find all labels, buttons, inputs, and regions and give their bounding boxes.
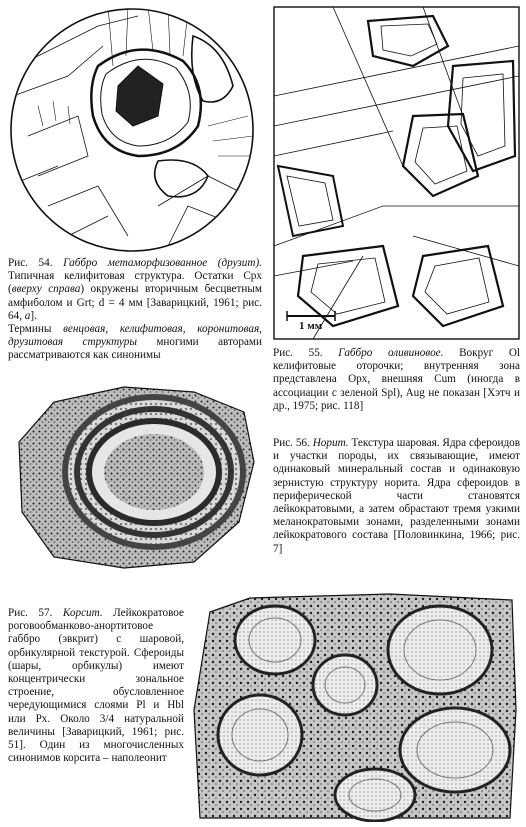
figure-57-caption bbox=[8, 607, 184, 765]
fig54-note-2: многими авторами рассматриваются как синонимы bbox=[8, 336, 263, 362]
fig55-text: Вокруг Ol келифитовые оторочки; внутренняя зона представлена Opx, внешняя Cum (иногда в ассоциации с зеленой Spl), Aug не показан [Хэтч и др., 1975; рис. 118] bbox=[273, 347, 521, 412]
fig54-text-1: Типичная келифитовая структура. Остатки Cpx ( bbox=[8, 270, 262, 296]
figure-55-caption bbox=[273, 347, 520, 413]
fig55-prefix: Рис. 55. bbox=[273, 347, 323, 359]
fig54-note-italic: венцовая, келифитовая, коронитовая, друзитовая структуры bbox=[8, 323, 262, 349]
fig55-title: Габбро оливиновое. bbox=[338, 347, 444, 359]
fig57-text: Лейкократовое роговообманково-анортитовое габбро (эвкрит) с шаровой, орбикулярной текстурой. Сфероиды (шары, орбикулы) имеют концентрически зональное строение, обусловленное чередующимися слоями Pl и Hbl или Px. Около 3/4 натуральной величины [Заварицкий, 1961; рис. 51]. Один из многочисленных синонимов корсита – наполеонит bbox=[8, 607, 184, 765]
figure-54-caption bbox=[8, 257, 262, 363]
figure-57-image bbox=[190, 590, 520, 822]
fig56-prefix: Рис. 56. bbox=[273, 437, 310, 449]
figure-54-image bbox=[8, 6, 256, 254]
fig54-prefix: Рис. 54. bbox=[8, 257, 53, 269]
figure-56-image bbox=[14, 382, 256, 570]
figure-56-caption bbox=[273, 437, 520, 556]
scale-bar-label: 1 мм bbox=[299, 320, 323, 332]
fig54-note-1: Термины bbox=[8, 323, 64, 336]
fig56-text: Текстура шаровая. Ядра сфероидов и участки породы, их связывающие, имеют одинаковый минеральный состав и одинаковую зернистую структуру норита. Ядра сфероидов в периферической части становятся лейкократовыми, а затем обрастают тремя узкими меланократовыми зонами, разделенными зонами лейкократового состава [Половинкина, 1966; рис. 7] bbox=[273, 437, 521, 555]
fig57-prefix: Рис. 57. bbox=[8, 607, 53, 619]
figure-55-image bbox=[273, 6, 520, 340]
fig54-title: Габбро метаморфизованное (друзит). bbox=[63, 257, 262, 269]
fig54-text-3: ]. bbox=[30, 309, 37, 322]
fig56-title: Норит. bbox=[312, 437, 349, 449]
fig57-title: Корсит. bbox=[62, 607, 103, 619]
fig54-italic-1: вверху справа bbox=[11, 283, 81, 296]
fig54-italic-2: а bbox=[24, 309, 31, 322]
fig54-text-2: ) окружены вторичным бесцветным амфиболом и Grt; d = 4 мм [Заварицкий, 1961; рис. 64, bbox=[8, 283, 262, 322]
